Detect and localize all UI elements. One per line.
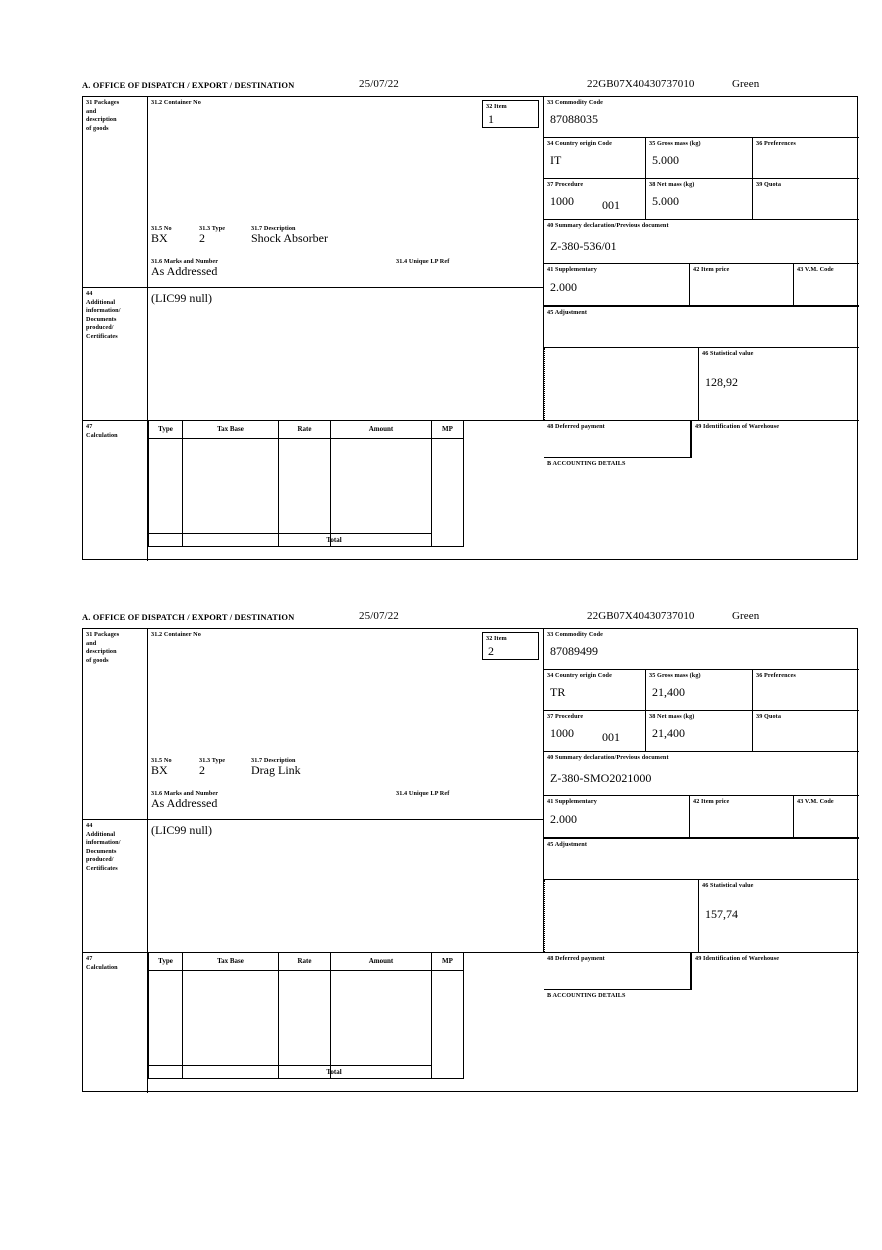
calc-header-mp: MP [442, 425, 453, 433]
packages-description-value: Shock Absorber [251, 231, 328, 245]
field-39-quota-2 [753, 711, 859, 752]
net-mass-value: 5.000 [652, 193, 679, 208]
calc-header-type-2: Type [158, 957, 173, 965]
field-38-net-mass [646, 179, 753, 220]
field-31-label-d-2: of goods [86, 656, 109, 664]
field-37-procedure-2 [544, 711, 646, 752]
field-49-label: 49 Identification of Warehouse [695, 423, 780, 430]
customs-declaration-item-1 [82, 78, 860, 560]
movement-reference-number: 22GB07X40430737010 [587, 78, 695, 90]
field-42-label-2: 42 Item price [693, 798, 730, 805]
field-43-label-2: 43 V.M. Code [797, 798, 834, 805]
packages-no-value-2: BX [151, 763, 168, 777]
additional-information-cell-2 [148, 819, 544, 952]
field-44-label: 44 [86, 290, 93, 297]
form-header [82, 78, 860, 96]
packages-type-value-2: 2 [199, 763, 205, 777]
field-43-vm-code-2 [794, 796, 859, 838]
field-31-label-b: and [86, 107, 97, 115]
marks-label: 31.6 Marks and Number [151, 258, 219, 265]
item-number-value: 1 [488, 111, 494, 126]
warehouse-value [692, 432, 859, 433]
declaration-box [82, 96, 858, 560]
vm-code-value-2 [794, 807, 859, 813]
field-44-label-b-2: Additional [86, 830, 116, 838]
field-39-label: 39 Quota [756, 181, 782, 188]
procedure-2-value-2: 001 [602, 730, 620, 744]
packages-description-value-2: Drag Link [251, 763, 301, 777]
field-41-label-2: 41 Supplementary [547, 798, 597, 805]
field-44-label-e: produced/ [86, 324, 114, 331]
field-33-label-2: 33 Commodity Code [547, 631, 604, 638]
preferences-value-2 [753, 681, 859, 686]
calc-total-label-2: Total [326, 1068, 342, 1076]
field-39-label-2: 39 Quota [756, 713, 782, 720]
statistical-value-left-pad-2 [544, 880, 698, 952]
field-38-label: 38 Net mass (kg) [649, 181, 695, 188]
commodity-code-value: 87088035 [550, 111, 598, 126]
calc-header-mp-2: MP [442, 957, 453, 965]
calculation-grid-2 [148, 953, 464, 1079]
packages-description-label-2: 31.7 Description [251, 757, 296, 764]
field-31-label-c: description [86, 116, 117, 123]
container-no-label: 31.2 Container No [151, 99, 201, 106]
field-44-label-f-2: Certificates [86, 864, 118, 872]
field-32-item-box [482, 100, 539, 128]
field-48-deferred-payment [544, 420, 691, 458]
field-37-label-2: 37 Procedure [547, 713, 584, 720]
declaration-date-2: 25/07/22 [359, 610, 399, 622]
adjustment-value [544, 318, 859, 324]
statistical-value-value: 128,92 [705, 374, 738, 389]
movement-reference-number-2: 22GB07X40430737010 [587, 610, 695, 622]
packages-type-value: 2 [199, 231, 205, 245]
field-31-label-c-2: description [86, 648, 117, 655]
field-34-country-origin-2 [544, 670, 646, 711]
field-43-vm-code [794, 264, 859, 306]
procedure-value-2: 1000 [550, 725, 574, 740]
field-33-commodity-code-2 [544, 629, 859, 670]
field-47-label: 47 [86, 423, 93, 430]
field-48-deferred-payment-2 [544, 952, 691, 990]
unique-lp-ref-label-2: 31.4 Unique LP Ref [396, 790, 450, 797]
field-48-label: 48 Deferred payment [547, 423, 605, 430]
field-44-label-c-2: information/ [86, 839, 121, 846]
supplementary-value-2: 2.000 [550, 811, 577, 826]
marks-value-2: As Addressed [151, 796, 218, 810]
field-44-label-d-2: Documents [86, 847, 117, 855]
preferences-value [753, 149, 859, 154]
adjustment-value-2 [544, 850, 859, 856]
calc-header-rate: Rate [297, 425, 312, 433]
packages-type-label: 31.3 Type [199, 225, 226, 232]
field-40-previous-document [544, 220, 859, 264]
field-40-previous-document-2 [544, 752, 859, 796]
marks-label-2: 31.6 Marks and Number [151, 790, 219, 797]
form-header-2 [82, 610, 860, 628]
item-price-value [690, 275, 793, 281]
field-47-label-b: Calculation [86, 431, 118, 439]
field-36-label-2: 36 Preferences [756, 672, 796, 679]
field-38-label-2: 38 Net mass (kg) [649, 713, 695, 720]
item-price-value-2 [690, 807, 793, 813]
declaration-box-2 [82, 628, 858, 1092]
field-40-label: 40 Summary declaration/Previous document [547, 222, 669, 229]
calculation-area [148, 420, 544, 561]
field-31-label-2: 31 Packages [86, 631, 120, 638]
warehouse-value-2 [692, 964, 859, 965]
previous-document-value-2: Z-380-SMO2021000 [550, 770, 652, 785]
field-31-label-cell [83, 97, 148, 287]
route-lane: Green [732, 78, 760, 90]
field-46-label-2: 46 Statistical value [702, 882, 754, 889]
procedure-2-value: 001 [602, 198, 620, 212]
packages-description-label: 31.7 Description [251, 225, 296, 232]
field-45-adjustment [544, 306, 859, 348]
country-origin-value: IT [550, 152, 562, 167]
declaration-date: 25/07/22 [359, 78, 399, 90]
unique-lp-ref-value [393, 264, 396, 265]
unique-lp-ref-value-2 [393, 796, 396, 797]
quota-value [753, 190, 859, 195]
deferred-payment-value [544, 432, 690, 433]
field-33-label: 33 Commodity Code [547, 99, 604, 106]
field-31-label-d: of goods [86, 124, 109, 132]
statistical-value-left-pad [544, 348, 698, 420]
item-number-value-2: 2 [488, 643, 494, 658]
calc-header-tax-base: Tax Base [217, 425, 244, 433]
field-44-label-c: information/ [86, 307, 121, 314]
calculation-area-2 [148, 952, 544, 1093]
calc-total-value-2 [338, 1065, 344, 1066]
field-38-net-mass-2 [646, 711, 753, 752]
field-35-gross-mass [646, 138, 753, 179]
field-37-label: 37 Procedure [547, 181, 584, 188]
field-41-supplementary [544, 264, 690, 306]
field-47-label-b-2: Calculation [86, 963, 118, 971]
commodity-code-value-2: 87089499 [550, 643, 598, 658]
marks-value: As Addressed [151, 264, 218, 278]
field-49-label-2: 49 Identification of Warehouse [695, 955, 780, 962]
supplementary-value: 2.000 [550, 279, 577, 294]
additional-information-value-2: (LIC99 null) [151, 823, 212, 837]
previous-document-value: Z-380-536/01 [550, 238, 617, 253]
calculation-grid [148, 421, 464, 547]
field-44-label-2: 44 [86, 822, 93, 829]
field-48-label-2: 48 Deferred payment [547, 955, 605, 962]
field-43-label: 43 V.M. Code [797, 266, 834, 273]
vm-code-value [794, 275, 859, 281]
field-46-statistical-value-2 [698, 880, 859, 952]
field-b-accounting-details-2 [544, 990, 859, 1093]
procedure-value: 1000 [550, 193, 574, 208]
field-45-label-2: 45 Adjustment [547, 841, 587, 848]
field-34-label: 34 Country origin Code [547, 140, 612, 147]
field-42-item-price [690, 264, 794, 306]
quota-value-2 [753, 722, 859, 727]
field-36-preferences-2 [753, 670, 859, 711]
field-31-label-b-2: and [86, 639, 97, 647]
field-41-supplementary-2 [544, 796, 690, 838]
calc-header-amount: Amount [368, 425, 394, 433]
field-31-label-cell-2 [83, 629, 148, 819]
field-33-commodity-code [544, 97, 859, 138]
field-46-label: 46 Statistical value [702, 350, 754, 357]
container-no-label-2: 31.2 Container No [151, 631, 201, 638]
office-of-dispatch-label-2: A. OFFICE OF DISPATCH / EXPORT / DESTINATION [82, 612, 295, 622]
statistical-value-value-2: 157,74 [705, 906, 738, 921]
packages-type-label-2: 31.3 Type [199, 757, 226, 764]
field-b-label: B ACCOUNTING DETAILS [547, 460, 626, 467]
customs-declaration-item-2 [82, 610, 860, 1092]
field-44-label-d: Documents [86, 315, 117, 323]
field-49-warehouse [691, 420, 859, 458]
office-of-dispatch-label: A. OFFICE OF DISPATCH / EXPORT / DESTINATION [82, 80, 295, 90]
field-32-item-box-2 [482, 632, 539, 660]
packages-no-label-2: 31.5 No [151, 757, 172, 764]
field-35-label-2: 35 Gross mass (kg) [649, 672, 701, 679]
gross-mass-value-2: 21,400 [652, 684, 685, 699]
field-47-label-2: 47 [86, 955, 93, 962]
packages-no-value: BX [151, 231, 168, 245]
accounting-details-value-2 [544, 1001, 859, 1002]
field-35-label: 35 Gross mass (kg) [649, 140, 701, 147]
field-44-label-cell-2 [83, 819, 148, 952]
field-b-accounting-details [544, 458, 859, 561]
field-47-label-cell [83, 420, 148, 561]
deferred-payment-value-2 [544, 964, 690, 965]
field-44-label-f: Certificates [86, 332, 118, 340]
calc-header-rate-2: Rate [297, 957, 312, 965]
field-32-label: 32 Item [486, 103, 507, 110]
country-origin-value-2: TR [550, 684, 566, 699]
field-36-label: 36 Preferences [756, 140, 796, 147]
calc-header-amount-2: Amount [368, 957, 394, 965]
field-44-label-b: Additional [86, 298, 116, 306]
field-44-label-e-2: produced/ [86, 856, 114, 863]
route-lane-2: Green [732, 610, 760, 622]
field-31-label: 31 Packages [86, 99, 120, 106]
unique-lp-ref-label: 31.4 Unique LP Ref [396, 258, 450, 265]
field-45-label: 45 Adjustment [547, 309, 587, 316]
field-46-statistical-value [698, 348, 859, 420]
field-44-label-cell [83, 287, 148, 420]
accounting-details-value [544, 469, 859, 470]
field-35-gross-mass-2 [646, 670, 753, 711]
field-42-item-price-2 [690, 796, 794, 838]
field-47-label-cell-2 [83, 952, 148, 1093]
field-32-label-2: 32 Item [486, 635, 507, 642]
additional-information-cell [148, 287, 544, 420]
field-34-label-2: 34 Country origin Code [547, 672, 612, 679]
additional-information-value: (LIC99 null) [151, 291, 212, 305]
field-42-label: 42 Item price [693, 266, 730, 273]
field-34-country-origin [544, 138, 646, 179]
calc-header-type: Type [158, 425, 173, 433]
calc-total-label: Total [326, 536, 342, 544]
field-b-label-2: B ACCOUNTING DETAILS [547, 992, 626, 999]
net-mass-value-2: 21,400 [652, 725, 685, 740]
field-39-quota [753, 179, 859, 220]
field-36-preferences [753, 138, 859, 179]
field-41-label: 41 Supplementary [547, 266, 597, 273]
calc-total-value [338, 533, 344, 534]
field-40-label-2: 40 Summary declaration/Previous document [547, 754, 669, 761]
calc-header-tax-base-2: Tax Base [217, 957, 244, 965]
field-49-warehouse-2 [691, 952, 859, 990]
packages-no-label: 31.5 No [151, 225, 172, 232]
field-37-procedure [544, 179, 646, 220]
field-45-adjustment-2 [544, 838, 859, 880]
gross-mass-value: 5.000 [652, 152, 679, 167]
